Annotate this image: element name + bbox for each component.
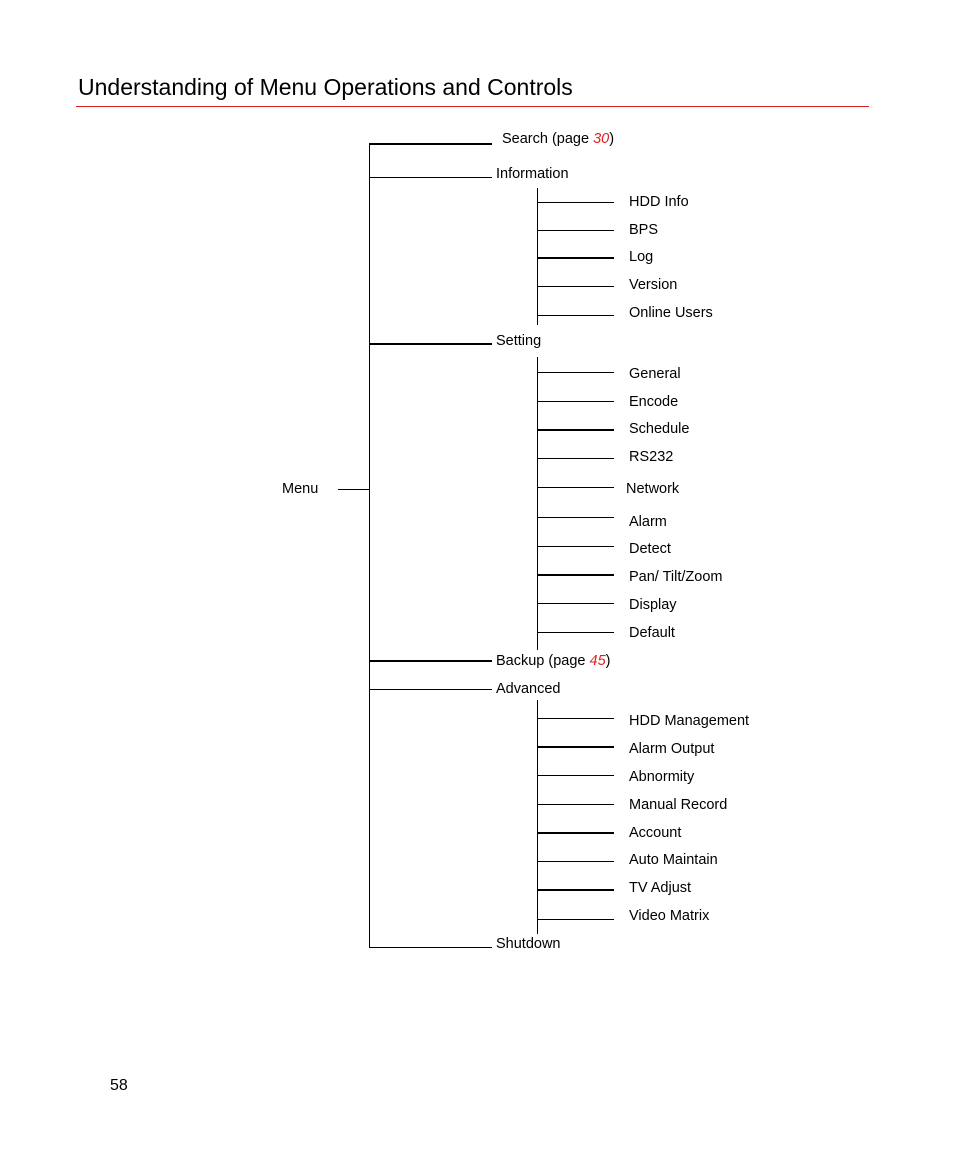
tree-item-pan-tilt-zoom: Pan/ Tilt/Zoom (629, 569, 723, 585)
search-connector (369, 143, 492, 145)
tree-item-log: Log (629, 249, 654, 265)
title-divider (76, 106, 869, 107)
branch-connector (537, 804, 614, 805)
branch-connector (537, 775, 614, 776)
tree-item-video-matrix: Video Matrix (629, 908, 710, 924)
advanced-branch-line (537, 700, 538, 934)
branch-connector (537, 574, 614, 576)
main-trunk-line (369, 144, 370, 948)
tree-item-advanced: Advanced (496, 681, 561, 697)
tree-item-hdd-info: HDD Info (629, 194, 689, 210)
branch-connector (537, 487, 614, 488)
backup-connector (369, 660, 492, 662)
root-connector (338, 489, 369, 490)
setting-connector (369, 343, 492, 345)
branch-connector (537, 632, 614, 633)
page-reference: 30 (593, 131, 610, 147)
tree-item-schedule: Schedule (629, 421, 690, 437)
page-number: 58 (110, 1077, 128, 1094)
branch-connector (537, 718, 614, 719)
tree-item-version: Version (629, 277, 678, 293)
tree-item-manual-record: Manual Record (629, 797, 728, 813)
branch-connector (537, 230, 614, 231)
tree-item-auto-maintain: Auto Maintain (629, 852, 718, 868)
page-reference: 45 (589, 653, 606, 669)
branch-connector (537, 202, 614, 203)
branch-connector (537, 746, 614, 748)
tree-item-hdd-management: HDD Management (629, 713, 750, 729)
tree-item-encode: Encode (629, 394, 679, 410)
branch-connector (537, 458, 614, 459)
tree-root-label: Menu (282, 481, 319, 497)
branch-connector (537, 286, 614, 287)
branch-connector (537, 429, 614, 431)
page-title: Understanding of Menu Operations and Controls (78, 74, 573, 100)
branch-connector (537, 603, 614, 604)
branch-connector (537, 889, 614, 891)
branch-connector (537, 401, 614, 402)
tree-item-display: Display (629, 597, 677, 613)
tree-item-account: Account (629, 825, 682, 841)
tree-item-shutdown: Shutdown (496, 936, 561, 952)
branch-connector (537, 315, 614, 316)
tree-item-detect: Detect (629, 541, 671, 557)
tree-item-tv-adjust: TV Adjust (629, 880, 692, 896)
tree-item-alarm-output: Alarm Output (629, 741, 715, 757)
tree-item-default: Default (629, 625, 675, 641)
tree-item-rs232: RS232 (629, 449, 674, 465)
tree-item-network: Network (626, 481, 680, 497)
tree-item-bps: BPS (629, 222, 659, 238)
tree-item-backup: Backup (page 45) (496, 653, 611, 669)
branch-connector (537, 517, 614, 518)
tree-item-setting: Setting (496, 333, 542, 349)
tree-item-abnormity: Abnormity (629, 769, 695, 785)
branch-connector (537, 546, 614, 547)
tree-item-information: Information (496, 166, 569, 182)
tree-item-general: General (629, 366, 681, 382)
tree-item-alarm: Alarm (629, 514, 667, 530)
advanced-connector (369, 689, 492, 690)
shutdown-connector (369, 947, 492, 948)
branch-connector (537, 832, 614, 834)
tree-item-search: Search (page 30) (502, 131, 615, 147)
branch-connector (537, 372, 614, 373)
branch-connector (537, 861, 614, 862)
branch-connector (537, 919, 614, 920)
branch-connector (537, 257, 614, 259)
information-connector (369, 177, 492, 178)
tree-item-online-users: Online Users (629, 305, 713, 321)
